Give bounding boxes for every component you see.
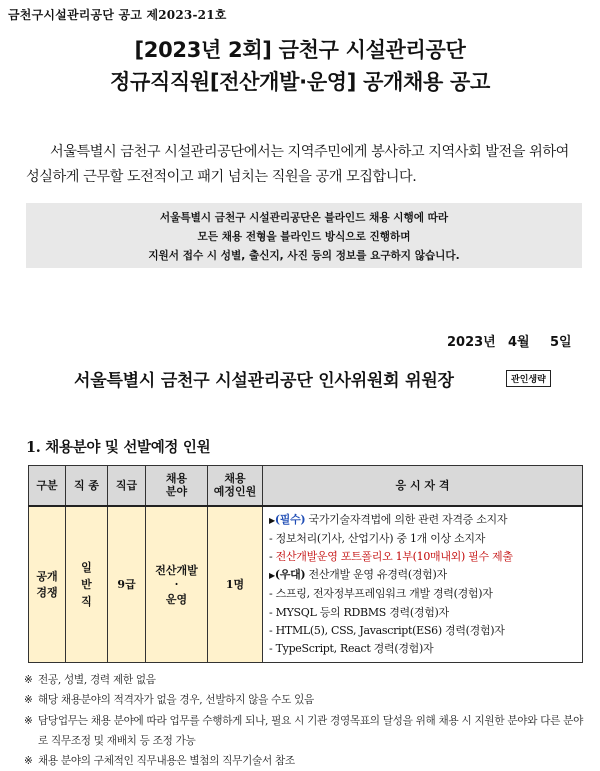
page-title-line1: [2023년 2회] 금천구 시설관리공단 — [134, 38, 466, 62]
preferred-item: - 스프링, 전자정부프레임워크 개발 경력(경험)자 — [269, 587, 493, 601]
cell-qualification — [263, 506, 583, 663]
note-text: 전공, 성별, 경력 제한 없음 — [38, 674, 156, 686]
table-header-row — [29, 466, 583, 506]
header-field — [146, 466, 208, 506]
preferred-item: - MYSQL 등의 RDBMS 경력(경험)자 — [269, 605, 449, 619]
job-type-char: 일 — [81, 560, 92, 574]
blind-recruitment-notice — [26, 203, 582, 268]
notes-list — [24, 670, 584, 771]
note-text: 해당 채용분야의 적격자가 없을 경우, 선발하지 않을 수도 있음 — [38, 694, 314, 707]
triangle-bullet-icon: ▶ — [269, 515, 275, 525]
header-count — [208, 466, 263, 506]
cell-category — [29, 506, 66, 663]
note-item — [24, 711, 584, 752]
blind-notice-line1: 서울특별시 금천구 시설관리공단은 블라인드 채용 시행에 따라 — [159, 212, 449, 224]
required-text: 국가기술자격법에 의한 관련 자격증 소지자 — [305, 512, 508, 526]
committee-signature: 서울특별시 금천구 시설관리공단 인사위원회 위원장 — [74, 371, 454, 391]
header-category: 구분 — [29, 466, 66, 506]
date-year: 2023년 — [447, 335, 496, 350]
date-day: 5일 — [550, 335, 572, 350]
page-title-line2: 정규직직원[전산개발·운영] 공개채용 공고 — [109, 70, 491, 94]
cell-field — [146, 506, 208, 663]
note-text: 담당업무는 채용 분야에 따라 업무를 수행하게 되나, 필요 시 기관 경영목표의 달성을 위해 채용 시 지원한 분야와 다른 분야로 직무조정 및 재배치 등 조정 가능 — [38, 714, 584, 747]
seal-omitted-stamp: 관인생략 — [506, 370, 551, 387]
header-grade: 직급 — [108, 466, 146, 506]
header-count-line1: 채용 — [224, 472, 246, 486]
required-tag: (필수) — [274, 512, 306, 526]
item-dash: - — [269, 549, 276, 563]
note-item — [24, 690, 584, 710]
job-type-char: 직 — [81, 594, 92, 608]
header-job-type: 직 종 — [66, 466, 108, 506]
note-marker-icon: ※ — [24, 714, 33, 727]
date-month: 4월 — [508, 335, 530, 350]
job-type-char: 반 — [81, 577, 92, 591]
header-qualification: 응 시 자 격 — [263, 466, 583, 506]
cell-count: 1명 — [208, 506, 263, 663]
cell-grade: 9급 — [108, 506, 146, 663]
note-marker-icon: ※ — [24, 694, 33, 707]
required-qualification — [269, 511, 576, 530]
header-field-line2: 분야 — [165, 485, 188, 499]
category-line1: 공개 — [36, 570, 58, 584]
preferred-item: - HTML(5), CSS, Javascript(ES6) 경력(경험)자 — [269, 623, 505, 637]
recruitment-table — [28, 465, 583, 663]
required-item-portfolio — [269, 548, 576, 566]
field-line1: 전산개발 — [155, 563, 198, 577]
note-item — [24, 670, 584, 690]
note-marker-icon: ※ — [24, 674, 33, 686]
header-field-line1: 채용 — [165, 472, 188, 486]
blind-notice-line3: 지원서 접수 시 성별, 출신지, 사진 등의 정보를 요구하지 않습니다. — [148, 250, 460, 262]
required-item: - 정보처리(기사, 산업기사) 중 1개 이상 소지자 — [269, 531, 486, 545]
preferred-item: - TypeScript, React 경력(경험)자 — [269, 641, 434, 655]
note-text: 채용 분야의 구체적인 직무내용은 별첨의 직무기술서 참조 — [38, 755, 295, 768]
preferred-qualification — [269, 566, 576, 585]
table-row — [29, 506, 583, 663]
triangle-bullet-icon: ▶ — [269, 571, 275, 581]
preferred-tag: (우대) — [274, 568, 306, 582]
intro-paragraph: 서울특별시 금천구 시설관리공단에서는 지역주민에게 봉사하고 지역사회 발전을 위하여 성실하게 근무할 도전적이고 패기 넘치는 직원을 공개 모집합니다. — [26, 144, 569, 185]
field-line3: 운영 — [165, 592, 188, 606]
cell-job-type — [66, 506, 108, 663]
preferred-text: 전산개발 운영 유경력(경험)자 — [305, 568, 447, 582]
header-count-line2: 예정인원 — [213, 485, 257, 499]
notice-number: 금천구시설관리공단 공고 제2023-21호 — [8, 8, 227, 22]
blind-notice-line2: 모든 채용 전형을 블라인드 방식으로 진행하며 — [197, 231, 411, 243]
note-item — [24, 751, 584, 771]
portfolio-requirement: 전산개발운영 포트폴리오 1부(10매내외) 필수 제출 — [275, 549, 513, 563]
category-line2: 경쟁 — [36, 586, 58, 600]
field-line2: · — [174, 577, 179, 591]
section-title-recruitment: 1. 채용분야 및 선발예정 인원 — [26, 439, 211, 456]
note-marker-icon: ※ — [24, 755, 33, 768]
